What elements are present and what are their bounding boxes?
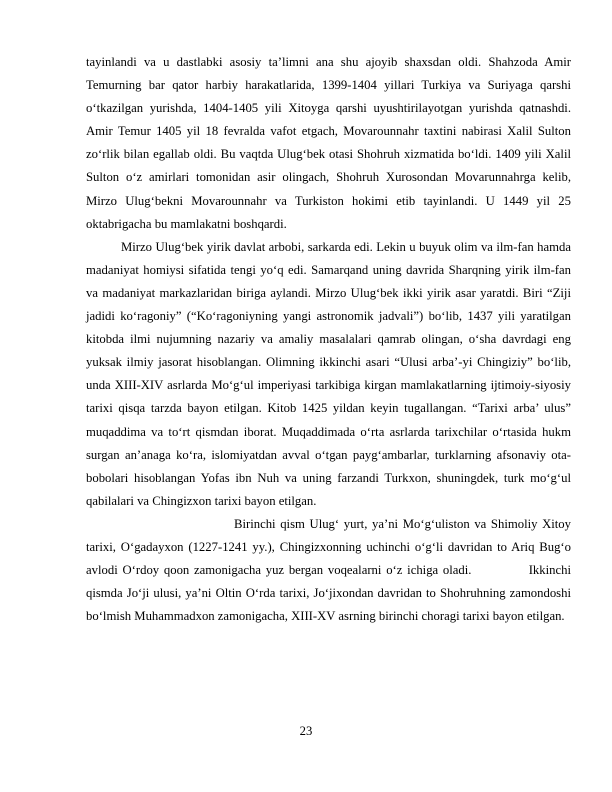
- paragraph-1: tayinlandi va u dastlabki asosiy ta’limni ana shu ajoyib shaxsdan oldi. Shahzoda Amir Temurning bar qator harbiy harakatlarida, 1399-1404 yillari Turkiya va Suriyaga qarshi o‘tkazilgan yurishda, 1404-1405 yili Xitoyga qarshi uyushtirilayotgan yurishda qatnashdi. Amir Temur 1405 yil 18 fevralda vafot etgach, Movarounnahr taxtini nabirasi Xalil Sulton zo‘rlik bilan egallab oldi. Bu vaqtda Ulug‘bek otasi Shohruh xizmatida bo‘ldi. 1409 yili Xalil Sulton o‘z amirlari tomonidan asir olingach, Shohruh Xurosondan Movarunnahrga kelib, Mirzo Ulug‘bekni Movarounnahr va Turkiston hokimi etib tayinlandi. U 1449 yil 25 oktabrigacha bu mamlakatni boshqardi.: [86, 55, 571, 231]
- document-page: [86, 51, 571, 628]
- page-number: 23: [299, 724, 313, 738]
- paragraph-3: Birinchi qism Ulug‘ yurt, ya’ni Mo‘g‘uliston va Shimoliy Xitoy tarixi, O‘gadayxon (1227-1241 yy.), Chingizxonning uchinchi o‘g‘li davridan to Ariq Bug‘o avlodi O‘rdoy qoon zamonigacha yuz bergan voqealarni o‘z ichiga oladi. Ikkinchi qismda Jo‘ji ulusi, ya’ni Oltin O‘rda tarixi, Jo‘jixondan davridan to Shohruhning zamondoshi bo‘lmish Muhammadxon zamonigacha, XIII-XV asrning birinchi choragi tarixi bayon etilgan.: [86, 516, 571, 624]
- paragraph-2: Mirzo Ulug‘bek yirik davlat arbobi, sarkarda edi. Lekin u buyuk olim va ilm-fan hamda madaniyat homiysi sifatida tengi yo‘q edi. Samarqand uning davrida Sharqning yirik ilm-fan va madaniyat markazlaridan biriga aylandi. Mirzo Ulug‘bek ikki yirik asar yaratdi. Biri “Ziji jadidi ko‘ragoniy” (“Ko‘ragoniyning yangi astronomik jadvali”) bo‘lib, 1437 yili yaratilgan kitobda ilmi nujumning nazariy va amaliy masalalari qamrab olingan, o‘sha davrdagi eng yuksak ilmiy jasorat hisoblangan. Olimning ikkinchi asari “Ulusi arba’-yi Chingiziy” bo‘lib, unda XIII-XIV asrlarda Mo‘g‘ul imperiyasi tarkibiga kirgan mamlakatlarning ijtimoiy-siyosiy tarixi qisqa tarzda bayon etilgan. Kitob 1425 yildan keyin tugallangan. “Tarixi arba’ ulus” muqaddima va to‘rt qismdan iborat. Muqaddimada o‘rta asrlarda tarixchilar o‘rtasida hukm surgan an’anaga ko‘ra, islomiyatdan avval o‘tgan payg‘ambarlar, turklarning afsonaviy ota-bobolari hisoblangan Yofas ibn Nuh va uning farzandi Turkxon, shuningdek, turk mo‘g‘ul qabilalari va Chingizxon tarixi bayon etilgan.: [86, 239, 571, 508]
